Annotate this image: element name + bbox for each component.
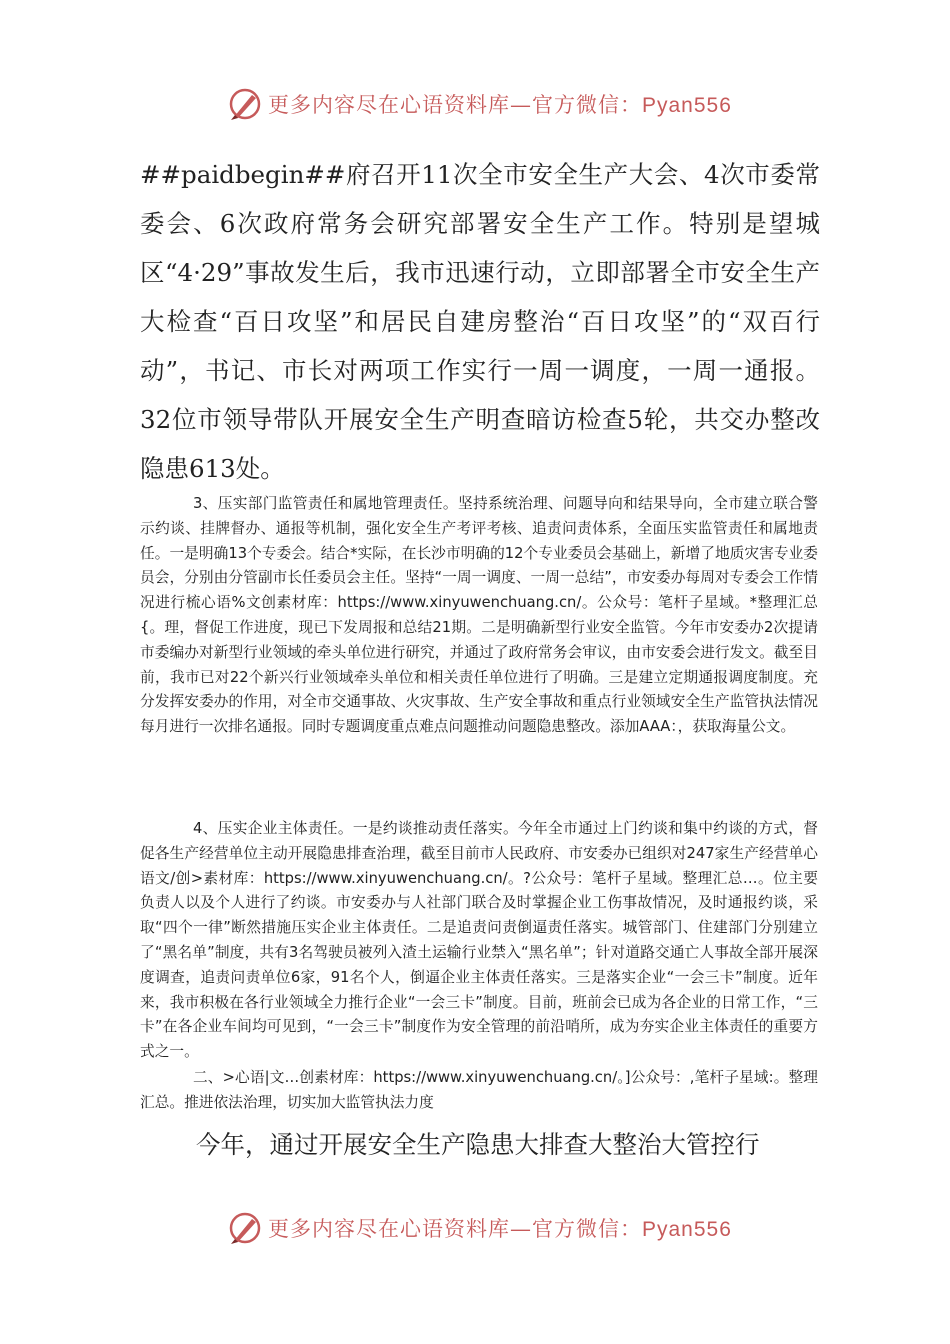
- section-heading-2: 二、>心语|文…创素材库：https://www.xinyuwenchuang.cn/。]公众号：,笔杆子星域:。整理汇总。推进依法治理，切实加大监管执法力度: [140, 1069, 818, 1111]
- footer-banner: [228, 1208, 732, 1248]
- body-paragraph-1: ##paidbegin##府召开11次全市安全生产大会、4次市委常委会、6次政府常务会研究部署安全生产工作。特别是望城区“4·29”事故发生后，我市迅速行动，立即部署全市安全生产大检查“百日攻坚”和居民自建房整治“百日攻坚”的“双百行动”，书记、市长对两项工作实行一周一调度，一周一通报。32位市领导带队开展安全生产明查暗访检查5轮，共交办整改隐患613处。: [140, 160, 820, 483]
- pen-logo-icon: [228, 1211, 262, 1245]
- body-paragraph-3: 4、压实企业主体责任。一是约谈推动责任落实。今年全市通过上门约谈和集中约谈的方式，督促各生产经营单位主动开展隐患排查治理，截至目前市人民政府、市安委办已组织对247家生产经营单心语文/创>素材库：https://www.xinyuwenchuang.cn/。?公众号：笔杆子星域。整理汇总…。位主要负责人以及个人进行了约谈。市安委办与人社部门联合及时掌握企业工伤事故情况，及时通报约谈，采取“四个一律”断然措施压实企业主体责任。二是追责问责倒逼责任落实。城管部门、住建部门分别建立了“黑名单”制度，共有3名驾驶员被列入渣土运输行业禁入“黑名单”；针对道路交通亡人事故全部开展深度调查，追责问责单位6家，91名个人，倒逼企业主体责任落实。三是落实企业“一会三卡”制度。近年来，我市积极在各行业领域全力推行企业“一会三卡”制度。目前，班前会已成为各企业的日常工作，“三卡”在各企业车间均可见到，“一会三卡”制度作为安全管理的前沿哨所，成为夯实企业主体责任的重要方式之一。: [140, 820, 818, 1061]
- footer-banner-text: 更多内容尽在心语资料库—官方微信：Pyan556: [268, 1217, 732, 1241]
- wechat-id: Pyan556: [642, 94, 732, 117]
- body-paragraph-2: 3、压实部门监管责任和属地管理责任。坚持系统治理、问题导向和结果导向，全市建立联合警示约谈、挂牌督办、通报等机制，强化安全生产考评考核、追责问责体系，全面压实监管责任和属地责任。一是明确13个专委会。结合*实际，在长沙市明确的12个专业委员会基础上，新增了地质灾害专业委员会，分别由分管副市长任委员会主任。坚持“一周一调度、一周一总结”，市安委办每周对专委会工作情况进行梳心语%文创素材库：https://www.xinyuwenchuang.cn/。公众号：笔杆子星域。*整理汇总{。理，督促工作进度，现已下发周报和总结21期。二是明确新型行业安全监管。今年市安委办2次提请市委编办对新型行业领域的牵头单位进行研究，并通过了政府常务会审议，由市安委会进行发文。截至目前，我市已对22个新兴行业领域牵头单位和相关责任单位进行了明确。三是建立定期通报调度制度。充分发挥安委办的作用，对全市交通事故、火灾事故、生产安全事故和重点行业领域安全生产监管执法情况每月进行一次排名通报。同时专题调度重点难点问题推动问题隐患整改。添加AAA：，获取海量公文。: [140, 495, 818, 736]
- header-banner-text: 更多内容尽在心语资料库—官方微信：Pyan556: [268, 93, 732, 117]
- pen-logo-icon: [228, 87, 262, 121]
- header-banner: [228, 84, 732, 124]
- wechat-id: Pyan556: [642, 1218, 732, 1241]
- body-paragraph-4: 今年，通过开展安全生产隐患大排查大整治大管控行: [196, 1130, 760, 1159]
